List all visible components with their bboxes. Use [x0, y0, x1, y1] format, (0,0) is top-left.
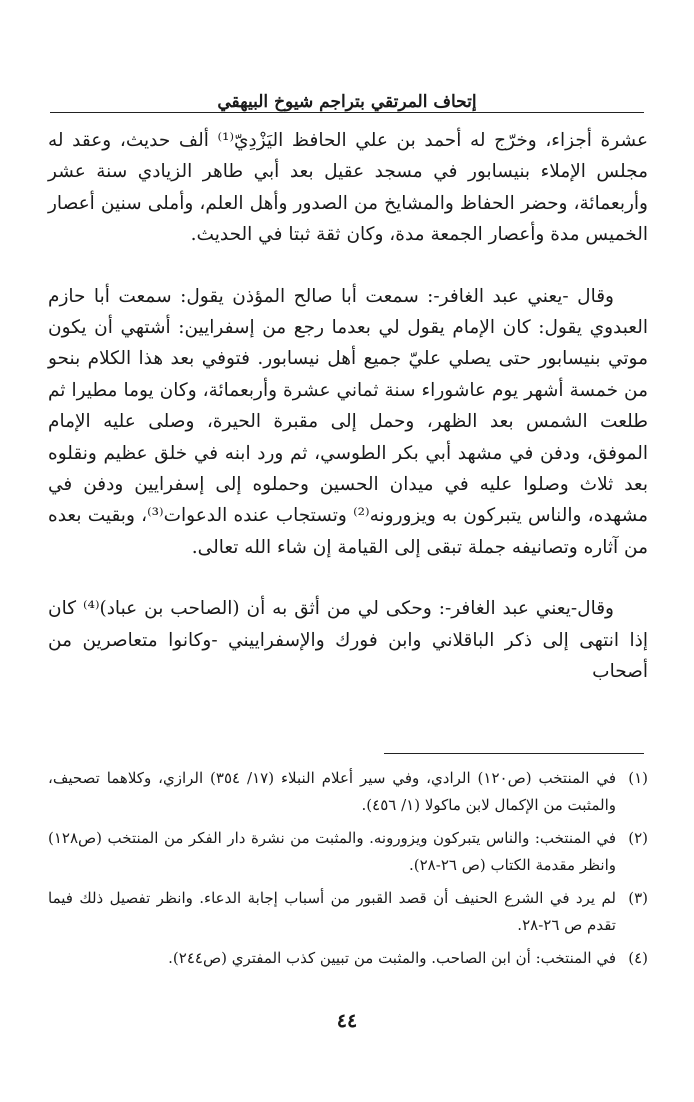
footnote-text: في المنتخب: والناس يتبركون ويزورونه. والمثبت من نشرة دار الفكر من المنتخب (ص١٢٨) وانظر مقدمة الكتاب (ص ٢٦-٢٨).: [48, 829, 616, 874]
footnote-2: [48, 825, 648, 879]
footnote-number: (٣): [628, 889, 648, 907]
footnote-3: [48, 885, 648, 939]
header-rule: [50, 112, 644, 113]
footnote-text: لم يرد في الشرع الحنيف أن قصد القبور من أسباب إجابة الدعاء. وانظر تفصيل ذلك فيما تقدم ص ٢٦-٢٨.: [48, 889, 616, 934]
main-text: [48, 125, 648, 688]
running-title: إتحاف المرتقي بتراجم شيوخ البيهقي: [217, 92, 477, 112]
paragraph-1: عشرة أجزاء، وخرّج له أحمد بن علي الحافظ اليَزْدِيّ⁽¹⁾ ألف حديث، وعقد له مجلس الإملاء بنيسابور في مسجد عقيل بعد أبي طاهر الزيادي سنة عشر وأربعمائة، وحضر الحفاظ والمشايخ من الصدور وأهل العلم، وأملى سنين أعصار الخميس مدة وأعصار الجمعة مدة، وكان ثقة ثبتا في الحديث.: [48, 130, 648, 246]
footnote-number: (٤): [628, 949, 648, 967]
paragraph-3: وقال-يعني عبد الغافر-: وحكى لي من أثق به أن (الصاحب بن عباد)⁽⁴⁾ كان إذا انتهى إلى ذكر الباقلاني وابن فورك والإسفراييني -وكانوا متعاصرين من أصحاب: [48, 598, 648, 683]
footnote-1: [48, 765, 648, 819]
footnote-number: (٢): [628, 829, 648, 847]
footnotes: [48, 765, 648, 978]
paragraph-gap: [48, 251, 648, 281]
footnote-4: [48, 945, 648, 972]
paragraph-2: وقال -يعني عبد الغافر-: سمعت أبا صالح المؤذن يقول: سمعت أبا حازم العبدوي يقول: كان الإمام يقول لي بعدما رجع من إسفرايين: أشتهي أن يكون موتي بنيسابور حتى يصلي عليّ جميع أهل نيسابور. فتوفي بعد هذا الكلام بنحو من خمسة أشهر يوم عاشوراء سنة ثماني عشرة وأربعمائة، وكان يوما مطيرا ثم طلعت الشمس بعد الظهر، وحمل إلى مقبرة الحيرة، وصلى عليه الإمام الموفق، ودفن في مشهد أبي بكر الطوسي، ثم ورد ابنه في خلق عظيم ونقلوه بعد ثلاث وصلوا عليه في ميدان الحسين وحملوه إلى إسفرايين ودفن في مشهده، والناس يتبركون به ويزورونه⁽²⁾ وتستجاب عنده الدعوات⁽³⁾، وبقيت بعده من آثاره وتصانيفه جملة تبقى إلى القيامة إن شاء الله تعالى.: [48, 285, 648, 558]
footnote-number: (١): [628, 769, 648, 787]
footnote-text: في المنتخب: أن ابن الصاحب. والمثبت من تبيين كذب المفتري (ص٢٤٤).: [168, 949, 616, 967]
footnote-rule: [384, 753, 644, 754]
paragraph-gap: [48, 563, 648, 593]
footnote-text: في المنتخب (ص١٢٠) الرادي، وفي سير أعلام النبلاء (١٧/ ٣٥٤) الرازي، وكلاهما تصحيف، والمثبت من الإكمال لابن ماكولا (١/ ٤٥٦).: [48, 769, 616, 814]
page-number: ٤٤: [336, 1010, 358, 1032]
